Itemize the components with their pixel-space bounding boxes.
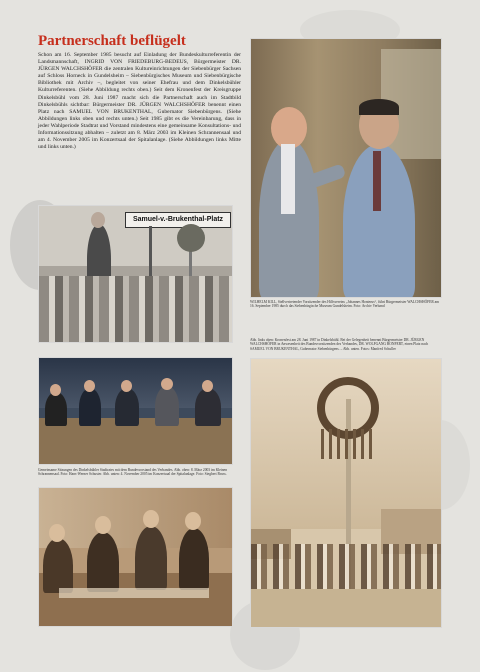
photo-meeting-2003: [38, 487, 233, 627]
caption-meetings: Gemeinsame Sitzungen des Dinkelsbühler Stadtrates mit dem Bundesvorstand des Verbandes. Abb. oben: 8. März 2003 im Kleinen Schrannensaal. Foto: Hans-Werner Schuster. Abb. unten: 4. November 2005 im Konzertsaal der Spitalanlage. Foto: Siegbert Bruss.: [38, 468, 228, 477]
children-crowd: [39, 276, 232, 343]
man-left-head: [271, 107, 307, 149]
photo-square-naming: [38, 205, 233, 343]
caption-museum-visit: WILHELM KILL, Stellvertretender Vorsitzender des Hilfsvereins „Johannes Honterus“, führt Bürgermeister WALCHSHÖFER am 16. September 1985 durch das Siebenbürgische Museum Gundelsheim. Foto: Archiv Verband: [250, 300, 440, 309]
sepia-head-4: [185, 512, 201, 530]
head-3: [121, 380, 132, 392]
head-5: [202, 380, 213, 392]
dancers-crowd: [251, 544, 441, 589]
crown-ribbons: [321, 429, 376, 459]
sepia-person-4: [179, 528, 209, 590]
caption-maypole: Abb. links oben: Kronenfest am 28. Juni 1987 in Dinkelsbühl. Bei der Gelegenheit benennt Bürgermeister DR. JÜRGEN WALCHSHÖFER in Anwesenheit des Bundesvorsitzenden des Verbandes, DR. WOLFGANG BONFERT, einen Platz nach SAMUEL VON BRUKENTHAL, Gubernator Siebenbürgens. – Abb. unten. Fotos: Manfred Schuller: [250, 338, 429, 351]
sepia-head-3: [143, 510, 159, 528]
crown-wreath: [177, 224, 205, 252]
participant-4: [155, 386, 179, 426]
mayor-head: [91, 212, 105, 228]
man-right-tie: [373, 151, 381, 211]
sepia-head-2: [95, 516, 111, 534]
sepia-person-2: [87, 532, 119, 592]
photo-meeting-2005: [38, 357, 233, 465]
photo-kronenfest: [250, 358, 442, 628]
sign-pole: [149, 226, 152, 276]
participant-1: [45, 392, 67, 426]
participant-2: [79, 388, 101, 426]
article-title: Partnerschaft beflügelt: [38, 33, 186, 49]
photo-museum-visit: [250, 38, 442, 298]
head-1: [50, 384, 61, 396]
participant-3: [115, 388, 139, 426]
article-body: Schon am 16. September 1985 besucht auf Einladung der Bundeskulturreferentin der Landsmannschaft, INGRID VON FRIEDEBURG-BEDEUS, Bürgermeister DR. JÜRGEN WALCHSHÖFER die zentralen Kultureinrichtungen der Siebenbürger Sachsen auf Schloss Horneck in Gundelsheim – Siebenbürgisches Museum und Siebenbürgische Bibliothek mit Archiv –, begleitet von seiner Ehefrau und dem Dinkelsbühler Kulturreferenten. (Siehe Abbildung rechts oben.) Seit dem Kronenfest der Kreisgruppe Dinkelsbühl vom 28. Juni 1987 macht sich die Partnerschaft auch im Stadtbild Dinkelsbühls sichtbar: Bürgermeister DR. JÜRGEN WALCHSHÖFER benennt einen Platz nach SAMUEL VON BRUKENTHAL, Gubernator Siebenbürgens. (Siehe Abbildungen links oben und rechts unten.) Seit 1985 gibt es die Vereinbarung, dass in jeder Wahlperiode Stadtrat und Vorstand mindestens eine gemeinsame Konsultations- und Informationssitzung abhalten – zuletzt am 8. März 2003 im Kleinen Schrannensaal und am 4. November 2005 im Konzertsaal der Spitalanlage. (Siehe Abbildungen links Mitte und links unten.): [38, 52, 241, 151]
man-left-shirt: [281, 144, 295, 214]
head-2: [84, 380, 95, 392]
head-4: [161, 378, 173, 390]
sepia-head-1: [49, 524, 65, 542]
street-sign: Samuel-v.-Brukenthal-Platz: [125, 212, 231, 228]
participant-5: [195, 388, 221, 426]
sepia-person-3: [135, 526, 167, 590]
man-right-hair: [359, 99, 399, 115]
sepia-person-1: [43, 538, 73, 593]
sepia-papers: [59, 588, 209, 598]
square-ground: [251, 589, 441, 628]
